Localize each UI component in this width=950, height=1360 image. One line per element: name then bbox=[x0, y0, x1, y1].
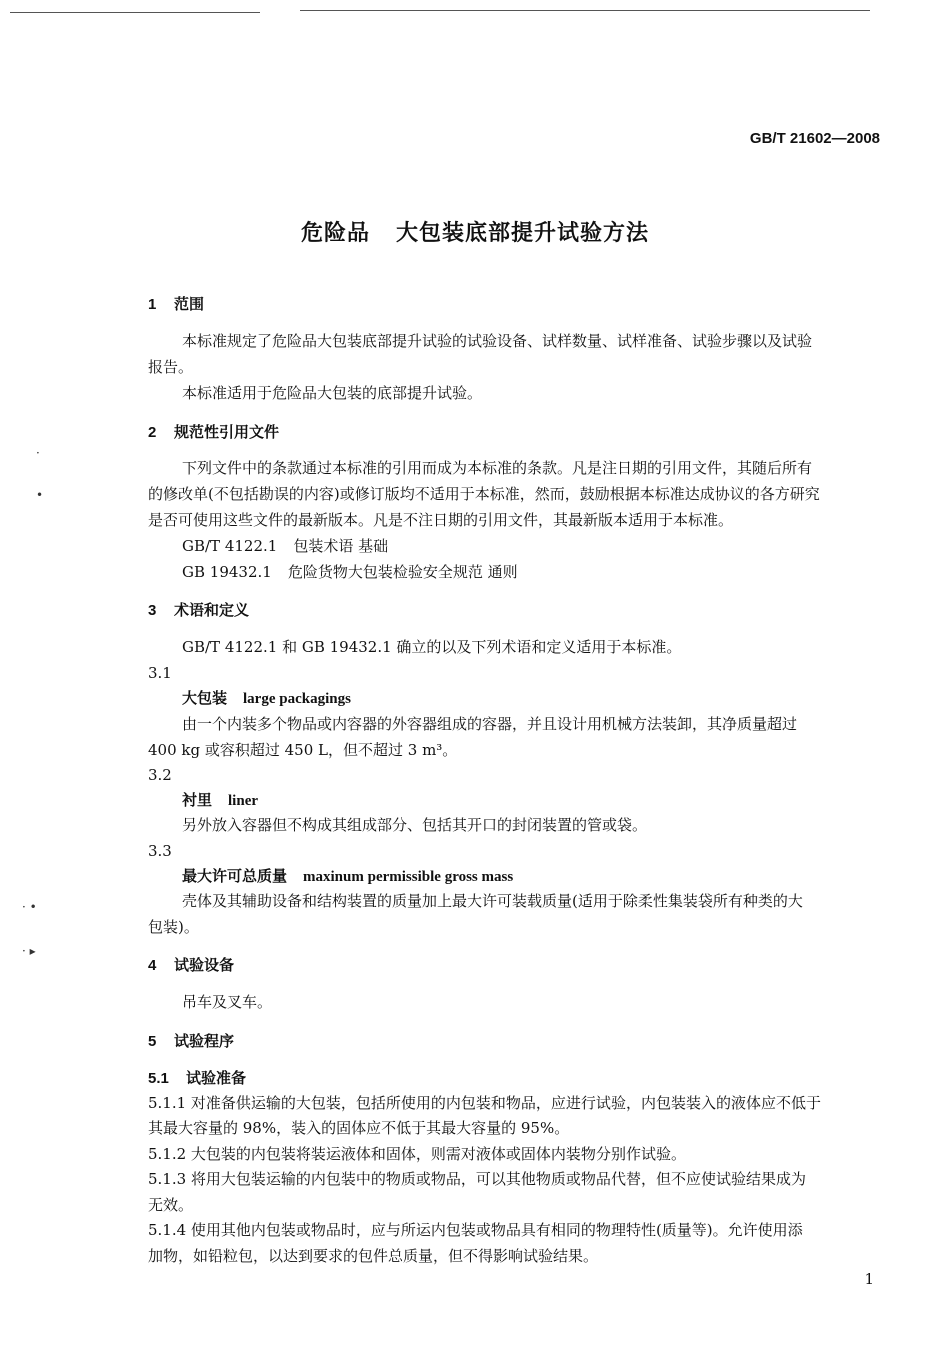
paragraph-line: 吊车及叉车。 bbox=[182, 993, 273, 1011]
clause-line: 5.1.3 将用大包装运输的内包装中的物质或物品，可以其他物质或物品代替，但不应使试验结果成为 bbox=[148, 1170, 806, 1188]
top-rule-right bbox=[300, 10, 870, 11]
clause-line: 5.1.1 对准备供运输的大包装，包括所使用的内包装和物品，应进行试验，内包装装入的液体应不低于 bbox=[148, 1094, 821, 1112]
term-line: 最大许可总质量 maxinum permissible gross mass bbox=[182, 867, 514, 885]
paragraph-line: 另外放入容器但不构成其组成部分、包括其开口的封闭装置的管或袋。 bbox=[182, 816, 648, 834]
paragraph-line: 下列文件中的条款通过本标准的引用而成为本标准的条款。凡是注日期的引用文件，其随后所有 bbox=[182, 459, 813, 477]
title-part-2: 大包装底部提升试验方法 bbox=[396, 221, 650, 246]
clause-line: 加物，如铅粒包，以达到要求的包件总质量，但不得影响试验结果。 bbox=[148, 1247, 599, 1265]
term-line: 衬里 liner bbox=[182, 791, 259, 809]
clause-number: 3.1 bbox=[148, 664, 172, 682]
title-part-1: 危险品 bbox=[300, 221, 370, 246]
clause-number: 3.3 bbox=[148, 842, 172, 860]
paragraph-line: 400 kg 或容积超过 450 L，但不超过 3 m³。 bbox=[148, 741, 458, 759]
paragraph-line: 本标准适用于危险品大包装的底部提升试验。 bbox=[182, 384, 483, 402]
reference-item: GB/T 4122.1 包装术语 基础 bbox=[182, 537, 389, 555]
standard-number: GB/T 21602—2008 bbox=[749, 130, 880, 147]
top-rule-left bbox=[10, 12, 260, 13]
clause-line: 其最大容量的 98%，装入的固体应不低于其最大容量的 95%。 bbox=[148, 1119, 570, 1137]
subsection-heading: 5.1 试验准备 bbox=[148, 1069, 247, 1087]
section-heading: 3 术语和定义 bbox=[148, 601, 250, 619]
paragraph-line: 包装)。 bbox=[148, 918, 199, 936]
section-heading: 5 试验程序 bbox=[148, 1032, 235, 1050]
clause-line: 无效。 bbox=[148, 1196, 194, 1214]
paragraph-line: 是否可使用这些文件的最新版本。凡是不注日期的引用文件，其最新版本适用于本标准。 bbox=[148, 511, 734, 529]
scan-mark: • bbox=[36, 488, 44, 502]
paragraph-line: 壳体及其辅助设备和结构装置的质量加上最大许可装载质量(适用于除柔性集装袋所有种类的大 bbox=[182, 892, 803, 910]
paragraph-line: 报告。 bbox=[148, 358, 194, 376]
scan-mark: · ▸ bbox=[22, 944, 36, 958]
paragraph-line: 由一个内装多个物品或内容器的外容器组成的容器，并且设计用机械方法装卸，其净质量超过 bbox=[182, 715, 798, 733]
page-number: 1 bbox=[864, 1270, 874, 1288]
section-heading: 4 试验设备 bbox=[148, 956, 235, 974]
section-heading: 2 规范性引用文件 bbox=[148, 423, 280, 441]
clause-number: 3.2 bbox=[148, 766, 172, 784]
paragraph-line: 的修改单(不包括勘误的内容)或修订版均不适用于本标准，然而，鼓励根据本标准达成协议的各方研究 bbox=[148, 485, 820, 503]
scan-mark: · bbox=[36, 446, 40, 460]
paragraph-line: 本标准规定了危险品大包装底部提升试验的试验设备、试样数量、试样准备、试验步骤以及试验 bbox=[182, 332, 813, 350]
page-title bbox=[0, 216, 950, 247]
term-line: 大包装 large packagings bbox=[182, 689, 351, 707]
section-heading: 1 范围 bbox=[148, 295, 205, 313]
reference-item: GB 19432.1 危险货物大包装检验安全规范 通则 bbox=[182, 563, 518, 581]
scan-mark: · • bbox=[22, 900, 37, 914]
paragraph-line: GB/T 4122.1 和 GB 19432.1 确立的以及下列术语和定义适用于本标准。 bbox=[182, 638, 682, 656]
clause-line: 5.1.4 使用其他内包装或物品时，应与所运内包装或物品具有相同的物理特性(质量等)。允许使用添 bbox=[148, 1221, 803, 1239]
clause-line: 5.1.2 大包装的内包装将装运液体和固体，则需对液体或固体内装物分别作试验。 bbox=[148, 1145, 686, 1163]
